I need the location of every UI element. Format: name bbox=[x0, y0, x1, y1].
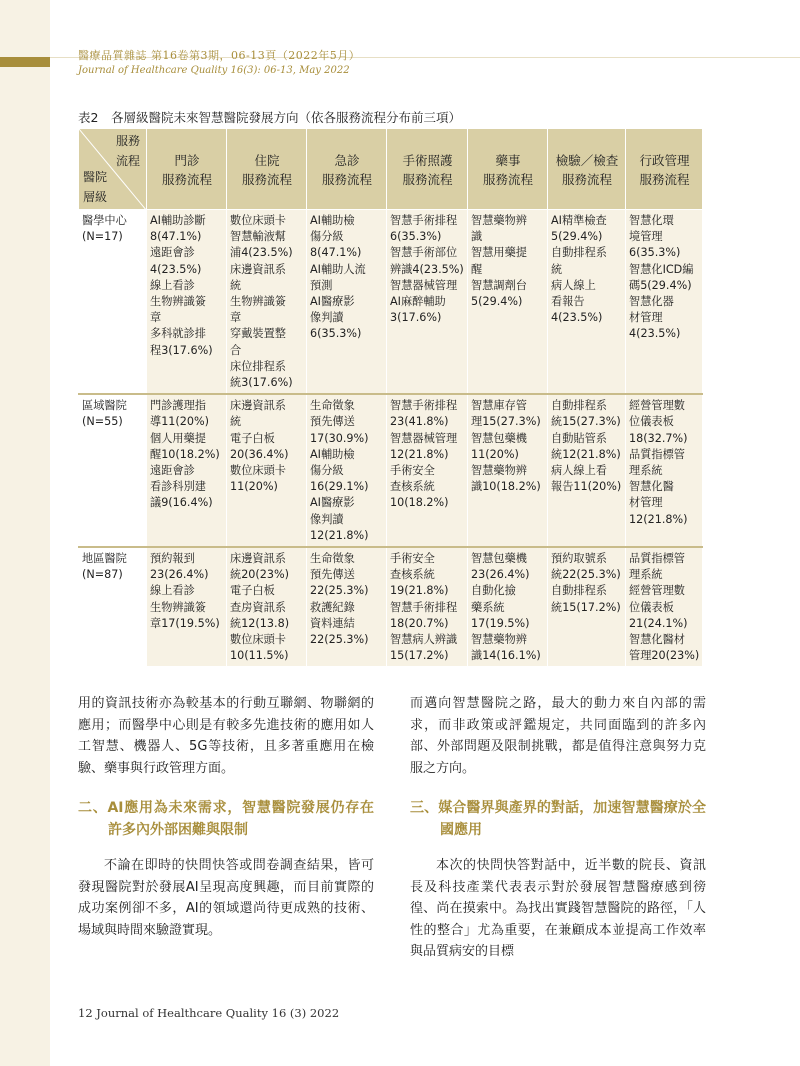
column-header: 藥事 服務流程 bbox=[468, 129, 548, 210]
row-level-cell: 區域醫院 (N=55) bbox=[79, 394, 147, 547]
table-cell: 自動排程系 統15(27.3%) 自動貼管系 統12(21.8%) 病人線上看 報告11(20%) bbox=[548, 394, 626, 547]
right-text-column bbox=[410, 693, 706, 963]
table-cell: 智慧庫存管 理15(27.3%) 智慧包藥機 11(20%) 智慧藥物辨 識10(18.2%) bbox=[468, 394, 548, 547]
column-header: 檢驗／檢查 服務流程 bbox=[548, 129, 626, 210]
table-header-row bbox=[79, 129, 703, 210]
table-cell: AI輔助診斷 8(47.1%) 遠距會診 4(23.5%) 線上看診 生物辨識簽 章 多科就診排 程3(17.6%) bbox=[147, 210, 227, 395]
body-paragraph: 本次的快問快答對話中，近半數的院長、資訊長及科技產業代表表示對於發展智慧醫療感到徬徨、尚在摸索中。為找出實踐智慧醫院的路徑，「人性的整合」尤為重要，在兼顧成本並提高工作效率與品質病安的目標 bbox=[410, 858, 706, 959]
section-heading-3: 三、媒合醫界與產界的對話，加速智慧醫療於全國應用 bbox=[410, 800, 706, 838]
row-level-cell: 地區醫院 (N=87) bbox=[79, 547, 147, 667]
column-header: 行政管理 服務流程 bbox=[626, 129, 703, 210]
table-row bbox=[79, 394, 703, 547]
table-cell: AI精準檢查 5(29.4%) 自動排程系 統 病人線上 看報告 4(23.5%) bbox=[548, 210, 626, 395]
table-cell: 經營管理數 位儀表板 18(32.7%) 品質指標管 理系統 智慧化醫 材管理 12(21.8%) bbox=[626, 394, 703, 547]
table-cell: AI輔助檢 傷分級 8(47.1%) AI輔助人流 預測 AI醫療影 像判讀 6(35.3%) bbox=[307, 210, 387, 395]
body-paragraph: 不論在即時的快問快答或問卷調查結果，皆可發現醫院對於發展AI呈現高度興趣，而目前實際的成功案例卻不多，AI的領域還尚待更成熟的技術、場域與時間來驗證實現。 bbox=[78, 858, 374, 938]
section-heading-2: 二、AI應用為未來需求，智慧醫院發展仍存在許多內外部困難與限制 bbox=[78, 800, 374, 838]
corner-service-label: 服務 流程 bbox=[115, 134, 140, 168]
page-footer: 12 Journal of Healthcare Quality 16 (3) 2022 bbox=[78, 1006, 340, 1020]
table-cell: 手術安全 查核系統 19(21.8%) 智慧手術排程 18(20.7%) 智慧病人辨識 15(17.2%) bbox=[387, 547, 468, 667]
table-cell: 生命徵象 預先傳送 22(25.3%) 救護紀錄 資料連結 22(25.3%) bbox=[307, 547, 387, 667]
table-corner-cell bbox=[79, 129, 147, 210]
column-header: 住院 服務流程 bbox=[227, 129, 307, 210]
table-cell: 床邊資訊系 統 電子白板 20(36.4%) 數位床頭卡 11(20%) bbox=[227, 394, 307, 547]
journal-title-en: Journal of Healthcare Quality 16(3): 06-13, May 2022 bbox=[78, 65, 350, 76]
journal-title-zh: 醫療品質雜誌 第16卷第3期，06-13頁（2022年5月） bbox=[78, 49, 361, 62]
left-text-column bbox=[78, 693, 374, 941]
table-cell: 預約取號系 統22(25.3%) 自動排程系 統15(17.2%) bbox=[548, 547, 626, 667]
table-cell: 品質指標管 理系統 經營管理數 位儀表板 21(24.1%) 智慧化醫材 管理20(23%) bbox=[626, 547, 703, 667]
column-header: 急診 服務流程 bbox=[307, 129, 387, 210]
table-row bbox=[79, 547, 703, 667]
table-cell: 智慧化環 境管理 6(35.3%) 智慧化ICD編 碼5(29.4%) 智慧化器 材管理 4(23.5%) bbox=[626, 210, 703, 395]
body-paragraph: 而邁向智慧醫院之路，最大的動力來自內部的需求，而非政策或評鑑規定，共同面臨到的許多內部、外部問題及限制挑戰，都是值得注意與努力克服之方向。 bbox=[410, 696, 706, 776]
body-paragraph: 用的資訊技術亦為較基本的行動互聯網、物聯網的應用；而醫學中心則是有較多先進技術的應用如人工智慧、機器人、5G等技術，且多著重應用在檢驗、藥事與行政管理方面。 bbox=[78, 696, 374, 776]
table-cell: 智慧包藥機 23(26.4%) 自動化撿 藥系統 17(19.5%) 智慧藥物辨 識14(16.1%) bbox=[468, 547, 548, 667]
corner-level-label: 醫院 層級 bbox=[83, 170, 108, 204]
margin-band bbox=[0, 0, 50, 1066]
table-cell: 智慧手術排程 6(35.3%) 智慧手術部位 辨識4(23.5%) 智慧器械管理 AI麻醉輔助 3(17.6%) bbox=[387, 210, 468, 395]
column-header: 門診 服務流程 bbox=[147, 129, 227, 210]
table-cell: 門診護理指 導11(20%) 個人用藥提 醒10(18.2%) 遠距會診 看診科別建 議9(16.4%) bbox=[147, 394, 227, 547]
table-cell: 預約報到 23(26.4%) 線上看診 生物辨識簽 章17(19.5%) bbox=[147, 547, 227, 667]
row-level-cell: 醫學中心 (N=17) bbox=[79, 210, 147, 395]
header-accent-bar bbox=[0, 57, 50, 67]
hospital-level-table bbox=[78, 128, 703, 667]
table-cell: 智慧藥物辨 識 智慧用藥提 醒 智慧調劑台 5(29.4%) bbox=[468, 210, 548, 395]
table-cell: 床邊資訊系 統20(23%) 電子白板 查房資訊系 統12(13.8) 數位床頭卡 10(11.5%) bbox=[227, 547, 307, 667]
column-header: 手術照護 服務流程 bbox=[387, 129, 468, 210]
running-header bbox=[78, 47, 360, 76]
table-cell: 生命徵象 預先傳送 17(30.9%) AI輔助檢 傷分級 16(29.1%) AI醫療影 像判讀 12(21.8%) bbox=[307, 394, 387, 547]
table-cell: 數位床頭卡 智慧輸液幫 浦4(23.5%) 床邊資訊系 統 生物辨識簽 章 穿戴裝置整 合 床位排程系 統3(17.6%) bbox=[227, 210, 307, 395]
table-caption: 表2 各層級醫院未來智慧醫院發展方向（依各服務流程分布前三項） bbox=[78, 110, 461, 125]
table-row bbox=[79, 210, 703, 395]
table-cell: 智慧手術排程 23(41.8%) 智慧器械管理 12(21.8%) 手術安全 查核系統 10(18.2%) bbox=[387, 394, 468, 547]
